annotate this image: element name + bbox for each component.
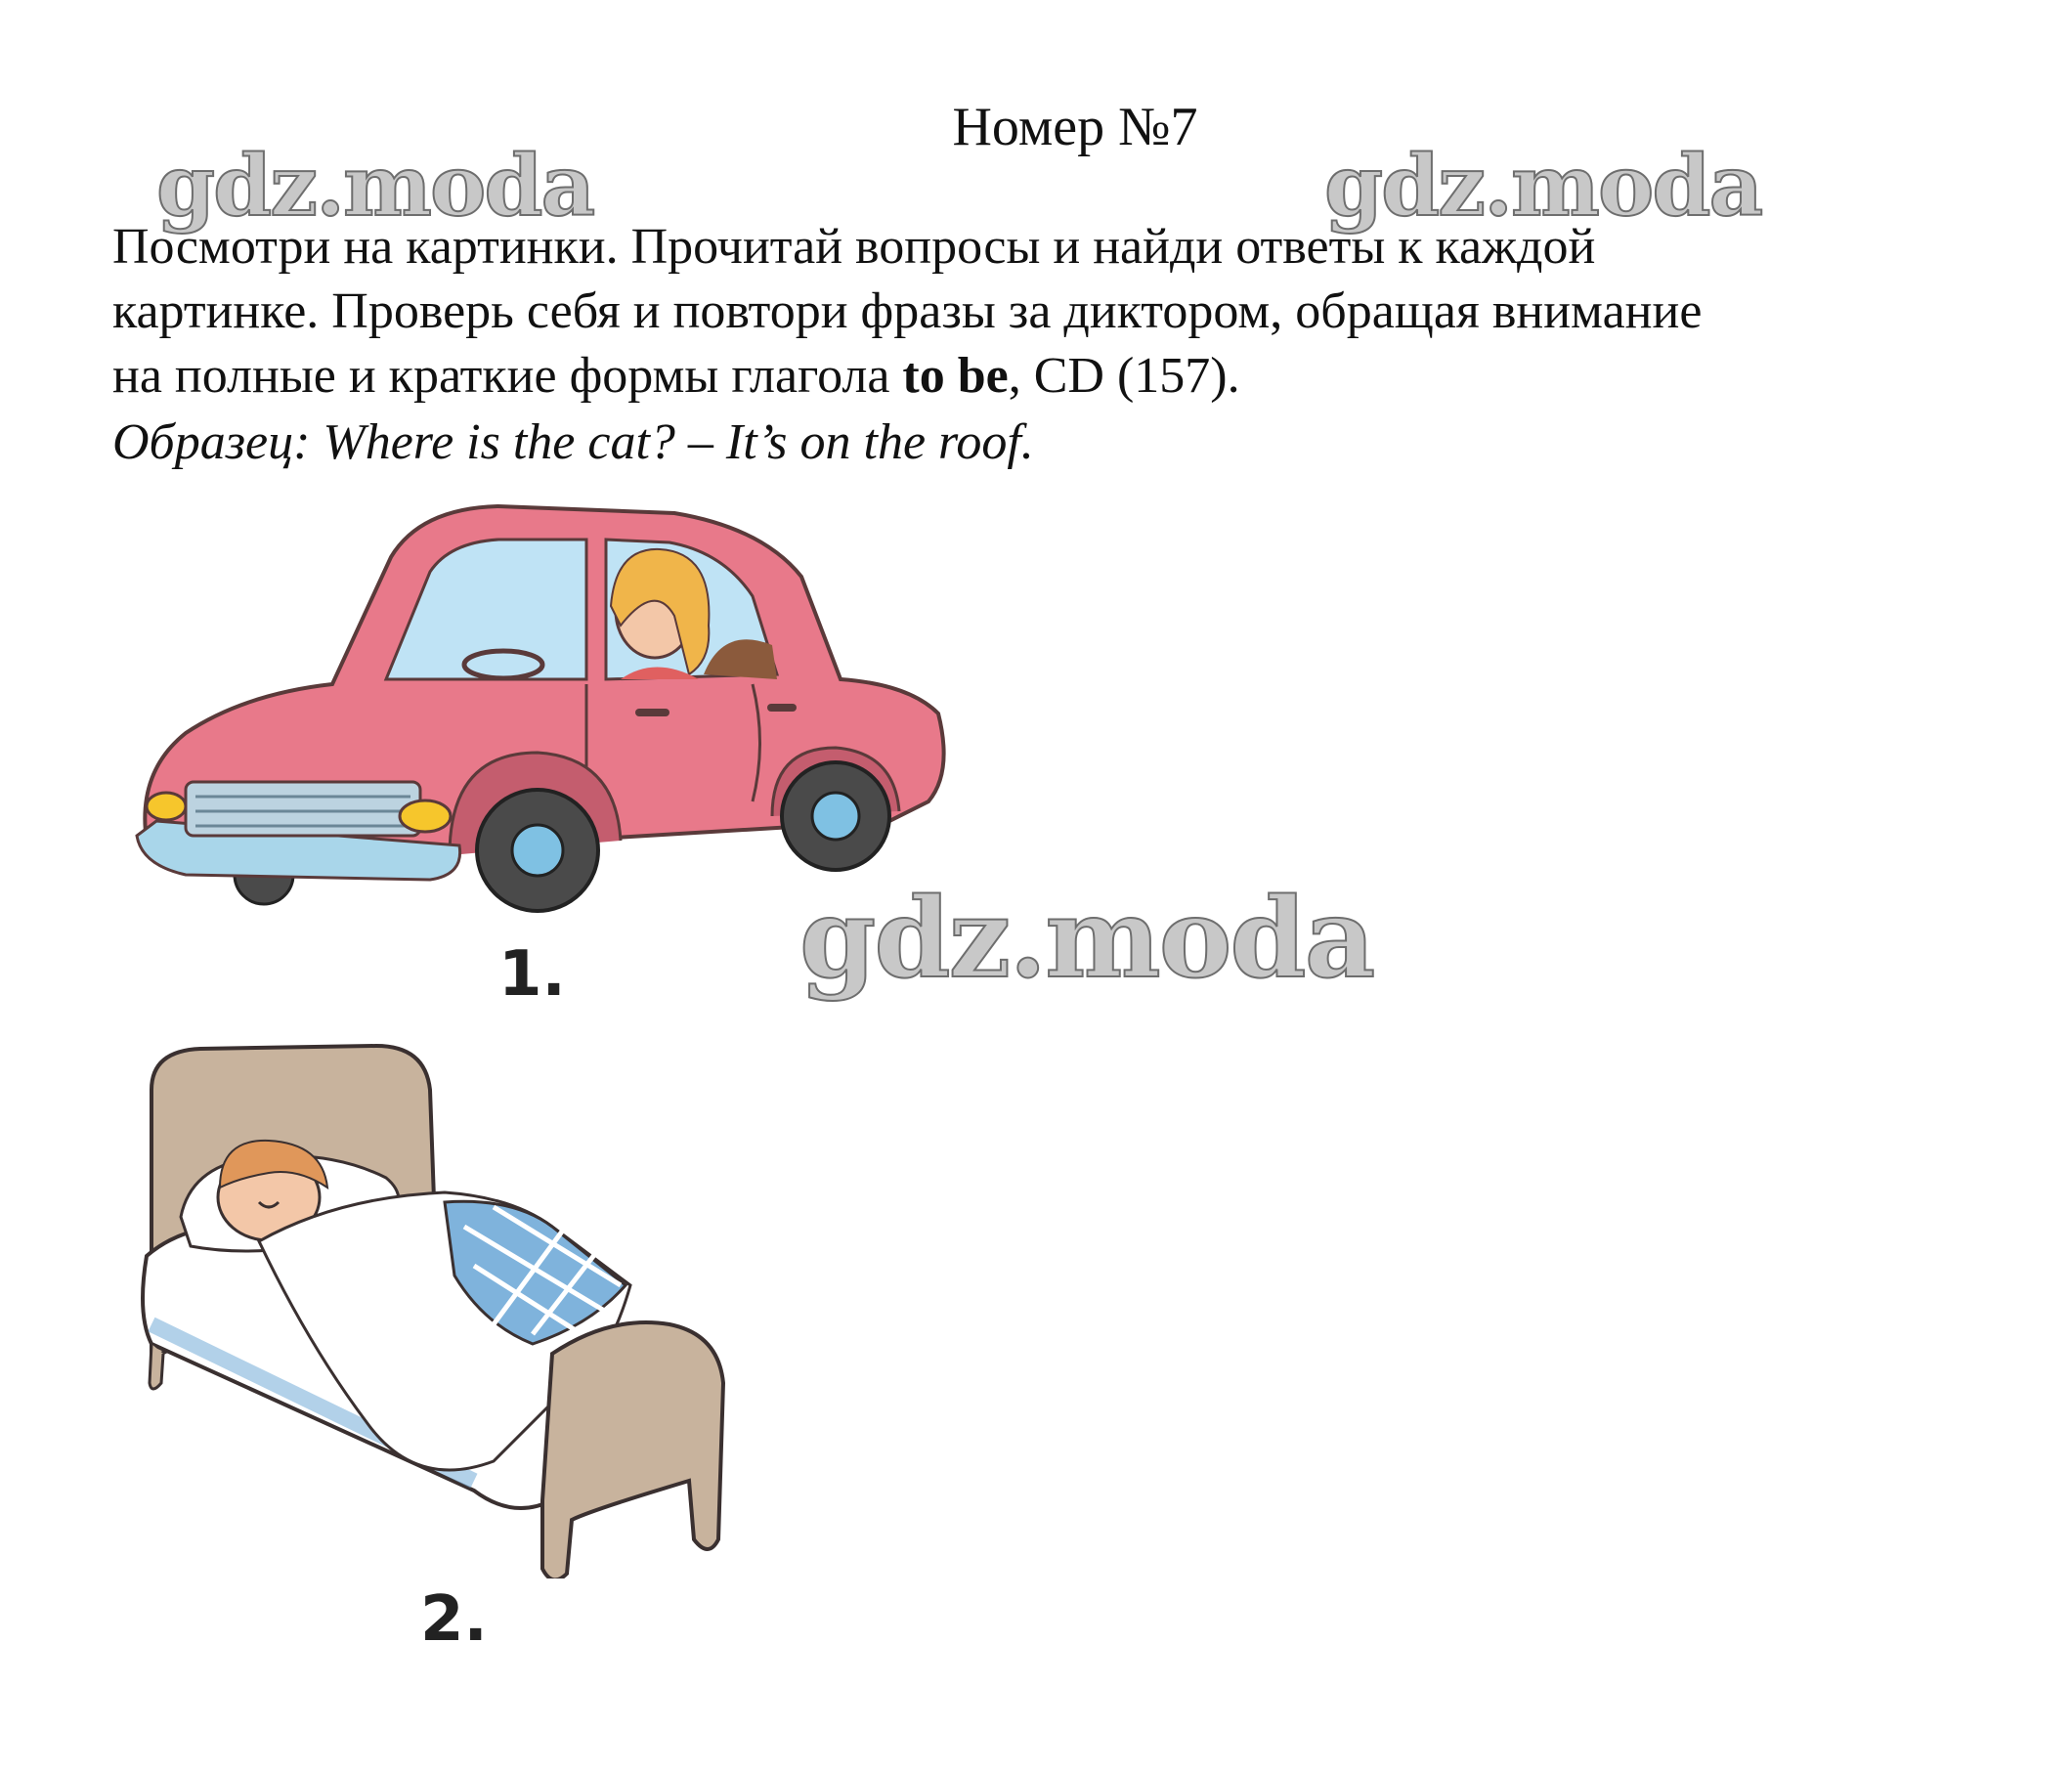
picture-1-label: 1. <box>498 938 566 1011</box>
instructions-line-3-start: на полные и краткие формы глагола <box>112 348 903 404</box>
watermark: gdz.moda <box>1324 137 1762 236</box>
instructions-line-3 <box>112 344 2028 409</box>
sample-sentence: Образец: Where is the cat? – It’s on the roof. <box>112 414 1034 470</box>
instructions <box>112 215 2028 409</box>
car-with-woman-icon <box>127 489 948 938</box>
boy-in-bed-icon <box>122 1031 826 1578</box>
verb-to-be: to be <box>902 348 1009 404</box>
watermark: gdz.moda <box>799 875 1374 1003</box>
picture-2-label: 2. <box>420 1583 488 1656</box>
instructions-line-1: Посмотри на картинки. Прочитай вопросы и найди ответы к каждой <box>112 219 1596 275</box>
watermark: gdz.moda <box>156 137 594 236</box>
instructions-line-3-end: , CD (157). <box>1008 348 1240 404</box>
page-title: Номер №7 <box>952 97 1198 157</box>
instructions-line-2: картинке. Проверь себя и повтори фразы за диктором, обращая внимание <box>112 283 1703 339</box>
